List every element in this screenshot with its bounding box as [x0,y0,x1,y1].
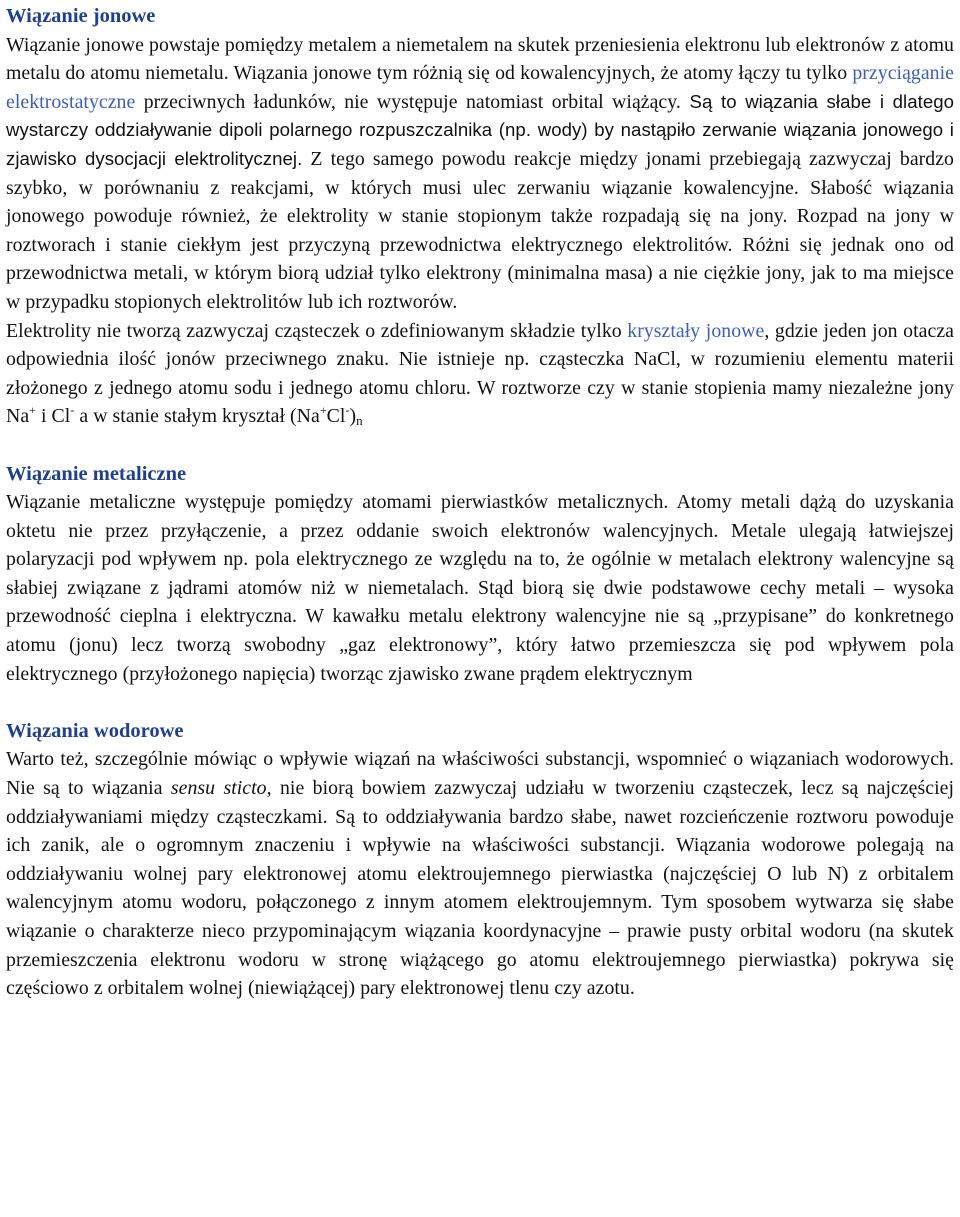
subscript: n [356,413,363,429]
italic-term: sensu sticto [170,777,267,800]
spacer [6,431,954,460]
section-title-hydrogen: Wiązania wodorowe [6,719,184,742]
superscript: + [319,403,327,418]
text-run: , gdzie jeden jon otacza odpowiednia ilość jonów przeciwnego znaku. Nie istnieje np. cząsteczka NaCl, w rozumieniu elementu materii złożonego z jednego atomu sodu i jednego atomu chloru. W roztworze czy w stanie stopienia mamy niezależne jony Na [6,319,954,428]
text-run: ) [349,405,357,428]
text-run: Wiązanie jonowe powstaje pomiędzy metalem a niemetalem na skutek przeniesienia elektronu lub elektronów z atomu metalu do atomu niemetalu. Wiązania jonowe tym różnią się od kowalencyjnych, że atomy łączy tu tylko [6,33,954,85]
text-run: a w stanie stałym kryształ (Na [74,405,320,428]
section-title-ionic: Wiązanie jonowe [6,5,156,27]
text-run: przeciwnych ładunków, nie występuje natomiast orbital wiążący. [135,90,681,113]
text-run: , nie biorą bowiem zazwyczaj udziału w tworzeniu cząsteczek, lecz są najczęściej oddziaływaniami między cząsteczkami. Są to oddziaływania bardzo słabe, nawet rozcieńczenie roztworu powoduje ich zanik, ale o ogromnym znaczeniu i wpływie na właściwości substancji. Wiązania wodorowe polegają na oddziaływaniu wolnej pary elektronowej atomu elektroujemnego pierwiastka (najczęściej O lub N) z orbitalem walencyjnym atomu wodoru, połączonego z innym atomem elektroujemnym. Tym sposobem wytwarza się słabe wiązanie o charakterze nieco przypominającym wiązania koordynacyjne – prawie pusty orbital wodoru (na skutek przemieszczenia elektronu wodoru w stronę wiążącego go atomu elektroujemnego pierwiastka) pokrywa się częściowo z orbitalem wolnej (niewiążącej) pary elektronowej tlenu czy azotu. [6,777,954,1000]
hydrogen-paragraph [6,745,954,1002]
metallic-paragraph: Wiązanie metaliczne występuje pomiędzy atomami pierwiastków metalicznych. Atomy metali dążą do uzyskania oktetu nie przez przyłączenie, a przez oddanie swoich elektronów walencyjnych. Metale ulegają łatwiejszej polaryzacji pod wpływem np. pola elektrycznego ze względu na to, że ogólnie w metalach elektrony walencyjne są słabiej związane z jądrami atomów niż w niemetalach. Stąd biorą się dwie podstawowe cechy metali – wysoka przewodność cieplna i elektryczna. W kawałku metalu elektrony walencyjne nie są „przypisane” do konkretnego atomu (jonu) lecz tworzą swobodny „gaz elektronowy”, który łatwo przemieszcza się pod wpływem pola elektrycznego (przyłożonego napięcia) tworząc zjawisko zwane prądem elektrycznym [6,491,954,685]
section-title-metallic: Wiązanie metaliczne [6,462,187,485]
superscript: - [345,403,350,418]
link-electrostatic-attraction[interactable]: przyciąganie elektrostatyczne [6,62,954,113]
text-run: i Cl [36,405,71,428]
text-run: Cl [326,405,346,428]
text-run: Elektrolity nie tworzą zazwyczaj cząsteczek o zdefiniowanym składzie tylko [6,319,628,342]
text-run: Warto też, szczególnie mówiąc o wpływie wiązań na właściwości substancji, wspomnieć o wiązaniach wodorowych. Nie są to wiązania [6,748,954,800]
spacer [6,688,954,717]
ionic-paragraph-1 [6,31,954,317]
superscript: - [70,403,75,418]
superscript: + [29,403,36,418]
ionic-paragraph-2 [6,317,954,431]
text-run: Z tego samego powodu reakcje między jonami przebiegają zazwyczaj bardzo szybko, w porównaniu z reakcjami, w których musi ulec zerwaniu wiązanie kowalencyjne. Słabość wiązania jonowego powoduje również, że elektrolity w stanie stopionym także rozpadają się na jony. Rozpad na jony w roztworach i stanie ciekłym jest przyczyną przewodnictwa elektrycznego elektrolitów. Różni się jednak ono od przewodnictwa metali, w którym biorą udział tylko elektrony (minimalna masa) a nie ciężkie jony, jak to ma miejsce w przypadku stopionych elektrolitów lub ich roztworów. [6,147,955,313]
text-run-sans: Są to wiązania słabe i dlatego wystarczy oddziaływanie dipoli polarnego rozpuszczalnika (np. wody) by nastąpiło zerwanie wiązania jonowego i zjawisko dysocjacji elektrolitycznej. [6,90,954,169]
link-ionic-crystals[interactable]: kryształy jonowe [627,319,765,342]
